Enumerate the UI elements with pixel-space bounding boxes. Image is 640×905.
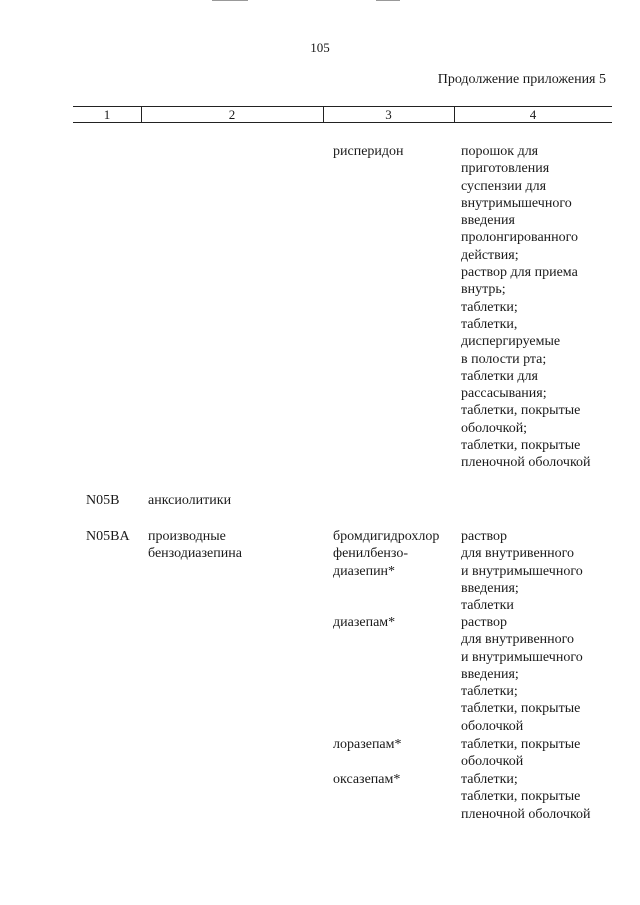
page-number: 105 — [310, 40, 330, 55]
group-name: производные бензодиазепина — [148, 529, 242, 562]
scan-artifact-mark — [376, 0, 400, 1]
group-name: анксиолитики — [148, 493, 232, 508]
dosage-forms: таблетки, покрытые оболочкой — [461, 737, 581, 770]
drug-name: диазепам* — [333, 615, 396, 630]
table-header — [73, 106, 612, 123]
drug-name: рисперидон — [333, 144, 404, 159]
column-number-1: 1 — [103, 107, 111, 122]
dosage-forms: таблетки; таблетки, покрытые пленочной оболочкой — [461, 772, 591, 822]
drug-name: оксазепам* — [333, 772, 401, 787]
column-number-3: 3 — [385, 107, 392, 122]
atc-code: N05BA — [86, 529, 130, 544]
drug-name: лоразепам* — [333, 737, 402, 752]
dosage-forms: раствор для внутривенного и внутримышечного введения; таблетки — [461, 529, 583, 614]
dosage-forms: порошок для приготовления суспензии для внутримышечного введения пролонгированного действия; раствор для приема внутрь; таблетки; таблетки, диспергируемые в полости рта; таблетки для рассасывания; таблетки, покрытые оболочкой; таблетки, покрытые пленочной оболочкой — [461, 144, 591, 471]
column-number-2: 2 — [228, 107, 236, 122]
column-number-4: 4 — [529, 107, 537, 122]
drug-name: бромдигидрохлор фенилбензо- диазепин* — [333, 529, 440, 579]
dosage-forms: раствор для внутривенного и внутримышечного введения; таблетки; таблетки, покрытые оболочкой — [461, 615, 583, 734]
atc-code: N05B — [86, 493, 120, 508]
scan-artifact-mark — [212, 0, 248, 1]
continuation-label: Продолжение приложения 5 — [437, 72, 606, 87]
